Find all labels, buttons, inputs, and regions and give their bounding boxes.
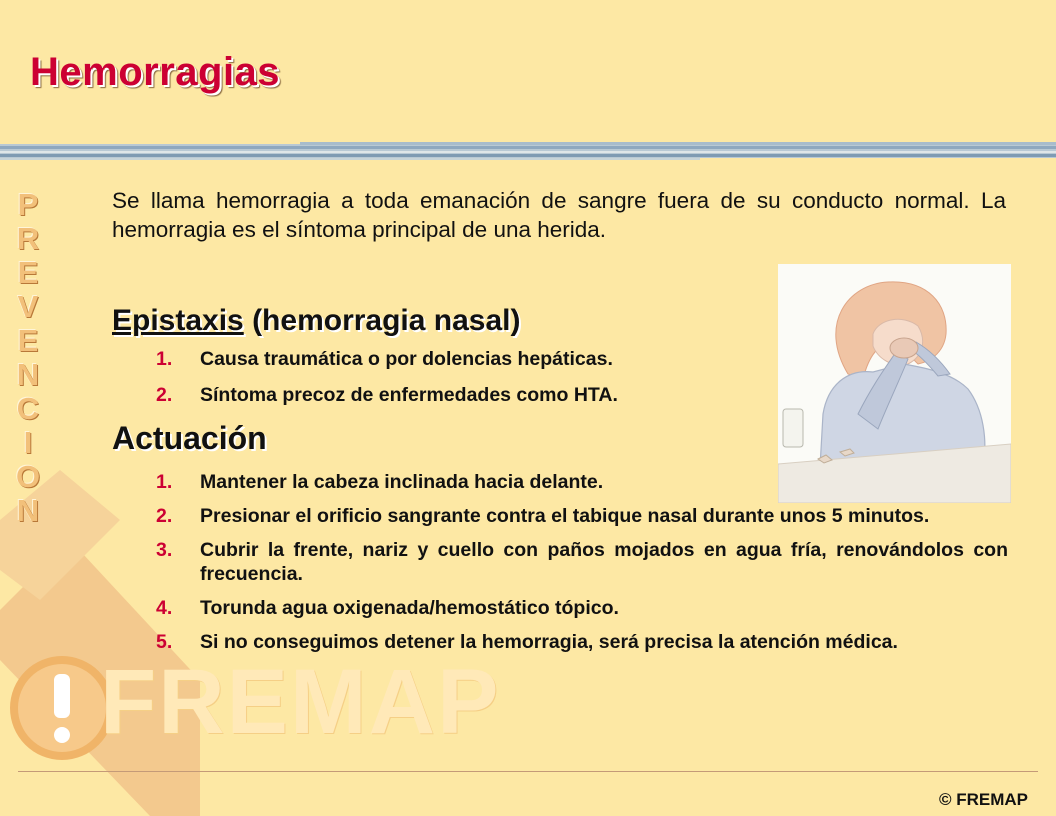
actuacion-list <box>156 470 1008 664</box>
epistaxis-heading <box>112 304 521 338</box>
item-number: 4. <box>156 597 173 619</box>
item-text: Si no conseguimos detener la hemorragia, será precisa la atención médica. <box>200 631 898 653</box>
item-number: 1. <box>156 348 173 370</box>
side-letter: O <box>15 459 41 494</box>
item-text: Mantener la cabeza inclinada hacia delante. <box>200 471 604 493</box>
list-item <box>156 383 1008 407</box>
item-text: Síntoma precoz de enfermedades como HTA. <box>200 384 618 406</box>
list-item <box>156 504 1008 528</box>
list-item <box>156 538 1008 586</box>
item-text: Torunda agua oxigenada/hemostático tópico. <box>200 597 619 619</box>
watermark-text: FREMAP <box>100 651 501 753</box>
intro-paragraph: Se llama hemorragia a toda emanación de sangre fuera de su conducto normal. La hemorragia es el síntoma principal de una herida. <box>112 188 1006 242</box>
epistaxis-term: Epistaxis <box>112 304 244 337</box>
list-item <box>156 470 1008 494</box>
epistaxis-list <box>156 347 1008 419</box>
side-letter: V <box>17 289 39 324</box>
list-item <box>156 347 1008 371</box>
item-number: 5. <box>156 631 173 653</box>
item-number: 2. <box>156 505 173 527</box>
slide-title: Hemorragias <box>30 50 281 94</box>
vertical-prevencion <box>8 188 48 528</box>
item-text: Causa traumática o por dolencias hepáticas. <box>200 348 613 370</box>
footer-divider <box>18 771 1038 772</box>
side-letter: E <box>17 323 39 358</box>
copyright-text: © FREMAP <box>938 790 1028 809</box>
list-item <box>156 596 1008 620</box>
actuacion-heading: Actuación <box>112 420 267 456</box>
epistaxis-subtitle: (hemorragia nasal) <box>243 304 521 337</box>
side-letter: E <box>17 255 39 290</box>
side-letter: N <box>16 357 40 392</box>
item-text: Cubrir la frente, nariz y cuello con paños mojados en agua fría, renovándolos con frecuencia. <box>200 539 1008 585</box>
side-letter: I <box>23 425 33 460</box>
item-number: 1. <box>156 471 173 493</box>
side-letter: N <box>16 493 40 528</box>
alert-bar-icon <box>54 674 70 718</box>
item-number: 3. <box>156 539 173 561</box>
alert-dot-icon <box>54 727 70 743</box>
list-item <box>156 630 1008 654</box>
item-number: 2. <box>156 384 173 406</box>
side-letter: P <box>17 187 39 222</box>
item-text: Presionar el orificio sangrante contra el tabique nasal durante unos 5 minutos. <box>200 505 930 527</box>
side-letter: C <box>16 391 40 426</box>
header-band <box>0 140 1056 164</box>
side-letter: R <box>16 221 40 256</box>
